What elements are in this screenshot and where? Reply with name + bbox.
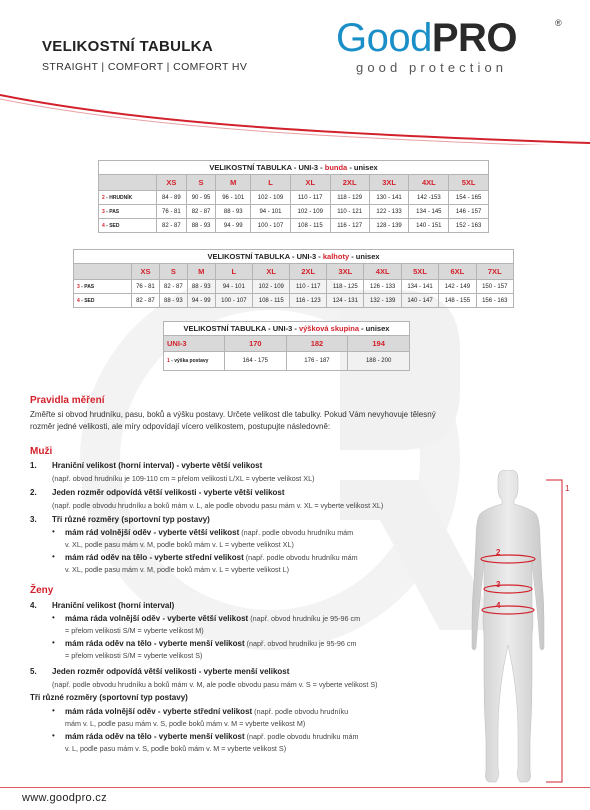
size-table-jacket — [98, 160, 489, 233]
page-subtitle: STRAIGHT | COMFORT | COMFORT HV — [42, 61, 248, 73]
table-cell: 116 - 127 — [330, 219, 369, 233]
list-number: 2. — [30, 488, 37, 497]
size-header: 3XL — [369, 175, 409, 191]
table-cell: 94 - 99 — [187, 294, 215, 308]
height-measure-bracket — [546, 480, 562, 782]
sub-rule: máma ráda volnější oděv - vyberte větší velikost (např. obvod hrudníku je 95-96 cm — [65, 614, 361, 623]
body-silhouette — [472, 470, 544, 782]
rule-note: (např. obvod hrudníku je 109-110 cm = přelom velikosti L/XL = vyberte velikost XL) — [52, 474, 315, 483]
table-row — [99, 219, 489, 233]
bullet-icon: • — [52, 731, 55, 740]
size-header: 6XL — [439, 264, 476, 280]
table-cell: 82 - 87 — [157, 219, 187, 233]
table-cell: 176 - 187 — [286, 352, 348, 371]
table-cell: 108 - 115 — [253, 294, 290, 308]
table-cell: 122 - 133 — [369, 205, 409, 219]
table-cell: 154 - 165 — [449, 191, 489, 205]
rule-note: (např. podle obvodu hrudníku a boků mám v. M, ale podle obvodu pasu mám v. S = vyberte velikost S) — [52, 680, 378, 689]
sub-rule-note: = přelom velikosti S/M = vyberte velikost M) — [65, 626, 204, 635]
size-header: 4XL — [409, 175, 449, 191]
sub-rule-note: mám v. L, podle pasu mám v. S, podle boků mám v. M = vyberte velikost M) — [65, 719, 306, 728]
footer-divider — [0, 787, 590, 788]
table-cell: 148 - 155 — [439, 294, 476, 308]
table-cell: 88 - 93 — [186, 219, 216, 233]
table-cell: 110 - 121 — [330, 205, 369, 219]
rule-note: (např. podle obvodu hrudníku a boků mám v. L, ale podle obvodu pasu mám v. XL = vyberte velikost XL) — [52, 501, 384, 510]
table-row — [74, 280, 514, 294]
table-cell: 118 - 129 — [330, 191, 369, 205]
table-cell: 76 - 81 — [157, 205, 187, 219]
table-cell: 156 - 163 — [476, 294, 513, 308]
table-cell: 128 - 139 — [369, 219, 409, 233]
table-cell: 142 - 149 — [439, 280, 476, 294]
bullet-icon: • — [52, 552, 55, 561]
table-row — [74, 294, 514, 308]
size-header: 170 — [225, 336, 287, 352]
size-header: M — [187, 264, 215, 280]
table-cell: 140 - 151 — [409, 219, 449, 233]
table-row — [164, 352, 410, 371]
table-cell: 94 - 101 — [251, 205, 291, 219]
table-cell: 94 - 101 — [215, 280, 252, 294]
rule-title: Jeden rozměr odpovídá větší velikosti - vyberte větší velikost — [52, 488, 285, 497]
table-cell: 164 - 175 — [225, 352, 287, 371]
size-header: S — [186, 175, 216, 191]
sub-rule: mám ráda oděv na tělo - vyberte menší velikost (např. obvod hrudníku je 95-96 cm — [65, 639, 357, 648]
size-header: 4XL — [364, 264, 401, 280]
table-cell: 90 - 95 — [186, 191, 216, 205]
size-header: 3XL — [327, 264, 364, 280]
rule-title: Jeden rozměr odpovídá větší velikosti - vyberte menší velikost — [52, 667, 290, 676]
size-header: M — [216, 175, 251, 191]
table-corner — [99, 175, 157, 191]
table-cell: 132 - 139 — [364, 294, 401, 308]
table-corner — [74, 264, 132, 280]
sub-rule: mám rád oděv na tělo - vyberte střední velikost (např. podle obvodu hrudníku mám — [65, 553, 358, 562]
sub-rule-note: v. XL, podle pasu mám v. M, podle boků mám v. L = vyberte velikost XL) — [65, 540, 294, 549]
table-cell: 102 - 109 — [290, 205, 330, 219]
size-header: 5XL — [401, 264, 438, 280]
list-number: 3. — [30, 515, 37, 524]
table-cell: 110 - 117 — [290, 280, 327, 294]
sub-rule: mám ráda volnější oděv - vyberte střední velikost (např. podle obvodu hrudníku — [65, 707, 349, 716]
table-row — [99, 191, 489, 205]
table-cell: 88 - 93 — [216, 205, 251, 219]
size-header: 5XL — [449, 175, 489, 191]
table-cell: 82 - 87 — [186, 205, 216, 219]
bullet-icon: • — [52, 706, 55, 715]
table-cell: 152 - 163 — [449, 219, 489, 233]
table-row — [99, 205, 489, 219]
rules-intro-line-1: Změřte si obvod hrudníku, pasu, boků a výšku postavy. Určete velikost dle tabulky. Pokud Vám nevyhovuje tělesný — [30, 410, 436, 419]
table-cell: 100 - 107 — [251, 219, 291, 233]
body-figure-illustration — [440, 470, 580, 790]
table-cell: 124 - 131 — [327, 294, 364, 308]
list-number: 1. — [30, 461, 37, 470]
table-caption: VELIKOSTNÍ TABULKA - UNI-3 - výšková skupina - unisex — [164, 322, 410, 336]
row-label: 3 - PAS — [74, 280, 132, 294]
list-number: 5. — [30, 667, 37, 676]
sub-rule-note: = přelom velikosti S/M = vyberte velikost S) — [65, 651, 203, 660]
table-cell: 100 - 107 — [215, 294, 252, 308]
size-header: 2XL — [290, 264, 327, 280]
list-number: 4. — [30, 601, 37, 610]
bullet-icon: • — [52, 613, 55, 622]
table-cell: 102 - 109 — [251, 191, 291, 205]
footer-website-link[interactable]: www.goodpro.cz — [22, 792, 107, 804]
table-cell: 94 - 99 — [216, 219, 251, 233]
marker-4: 4 — [496, 601, 501, 610]
header-curve-decoration — [0, 85, 590, 145]
table-cell: 108 - 115 — [290, 219, 330, 233]
row-label: 4 - SED — [74, 294, 132, 308]
size-header: L — [215, 264, 252, 280]
men-heading: Muži — [30, 446, 53, 457]
table-cell: 82 - 87 — [132, 294, 160, 308]
size-header: 194 — [348, 336, 410, 352]
table-cell: 134 - 145 — [409, 205, 449, 219]
sub-rule: mám ráda oděv na tělo - vyberte menší velikost (např. podle obvodu hrudníku mám — [65, 732, 359, 741]
table-cell: 142 -153 — [409, 191, 449, 205]
page-title: VELIKOSTNÍ TABULKA — [42, 38, 213, 55]
size-header: 7XL — [476, 264, 513, 280]
table-cell: 140 - 147 — [401, 294, 438, 308]
rule-title: Hraniční velikost (horní interval) — [52, 601, 175, 610]
size-header: XS — [157, 175, 187, 191]
rule-title: Hraniční velikost (horní interval) - vyberte větší velikost — [52, 461, 263, 470]
marker-1: 1 — [565, 484, 570, 493]
registered-mark: ® — [555, 18, 562, 28]
row-label: 2 - HRUDNÍK — [99, 191, 157, 205]
marker-2: 2 — [496, 548, 501, 557]
table-caption: VELIKOSTNÍ TABULKA - UNI-3 - bunda - unisex — [99, 161, 489, 175]
rules-heading: Pravidla měření — [30, 395, 105, 406]
women-heading: Ženy — [30, 585, 54, 596]
table-cell: 188 - 200 — [348, 352, 410, 371]
table-cell: 118 - 125 — [327, 280, 364, 294]
rules-intro-line-2: rozměr jedné velikosti, ale míry odpovídají vícero velikostem, postupujte následovně: — [30, 422, 331, 431]
size-header: XL — [290, 175, 330, 191]
row-label: 4 - SED — [99, 219, 157, 233]
bullet-icon: • — [52, 527, 55, 536]
sub-rule: mám rád volnější oděv - vyberte větší velikost (např. podle obvodu hrudníku mám — [65, 528, 354, 537]
size-header: XS — [132, 264, 160, 280]
table-cell: 146 - 157 — [449, 205, 489, 219]
table-cell: 102 - 109 — [253, 280, 290, 294]
size-table-height — [163, 321, 410, 371]
size-header: 182 — [286, 336, 348, 352]
table-cell: 116 - 123 — [290, 294, 327, 308]
table-cell: 126 - 133 — [364, 280, 401, 294]
table-cell: 88 - 93 — [159, 294, 187, 308]
table-cell: 130 - 141 — [369, 191, 409, 205]
row-label: 3 - PAS — [99, 205, 157, 219]
row-label: 1 - výška postavy — [164, 352, 225, 371]
bullet-icon: • — [52, 638, 55, 647]
marker-3: 3 — [496, 580, 501, 589]
size-header: 2XL — [330, 175, 369, 191]
logo-good-text: Good — [336, 16, 432, 60]
table-cell: 96 - 101 — [216, 191, 251, 205]
size-table-trousers — [73, 249, 514, 308]
table-cell: 76 - 81 — [132, 280, 160, 294]
size-header: S — [159, 264, 187, 280]
size-header: XL — [253, 264, 290, 280]
rule-title: Tři různé rozměry (sportovní typ postavy) — [52, 515, 210, 524]
table-caption: VELIKOSTNÍ TABULKA - UNI-3 - kalhoty - unisex — [74, 250, 514, 264]
sub-rule-note: v. XL, podle pasu mám v. M, podle boků mám v. L = vyberte velikost L) — [65, 565, 290, 574]
table-cell: 134 - 141 — [401, 280, 438, 294]
brand-logo — [336, 14, 517, 62]
size-header: L — [251, 175, 291, 191]
table-corner: UNI-3 — [164, 336, 225, 352]
table-cell: 82 - 87 — [159, 280, 187, 294]
table-cell: 110 - 117 — [290, 191, 330, 205]
table-cell: 88 - 93 — [187, 280, 215, 294]
logo-tagline: good protection — [356, 60, 508, 75]
table-cell: 150 - 157 — [476, 280, 513, 294]
logo-pro-text: PRO — [431, 16, 518, 60]
rule-title: Tři různé rozměry (sportovní typ postavy) — [30, 693, 188, 702]
sub-rule-note: v. L, podle pasu mám v. S, podle boků mám v. M = vyberte velikost S) — [65, 744, 287, 753]
table-cell: 84 - 89 — [157, 191, 187, 205]
